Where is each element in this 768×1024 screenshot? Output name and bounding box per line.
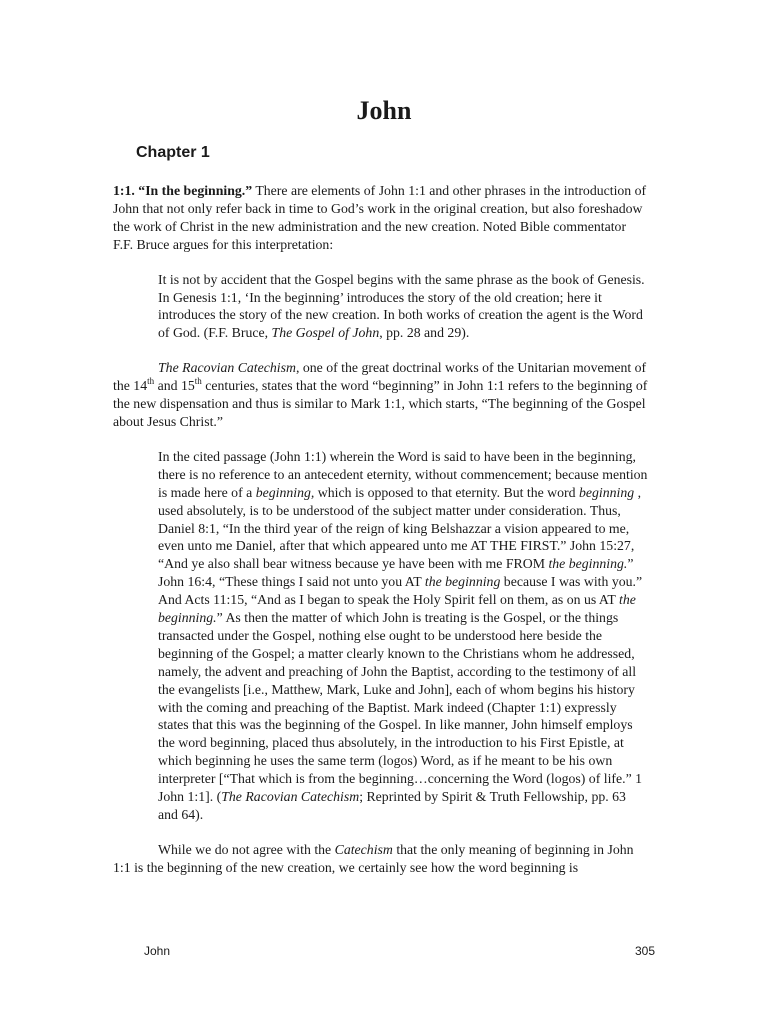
quote-book-title: The Gospel of John [271, 325, 380, 341]
italic-run: the beginning [424, 574, 501, 590]
text-run: because I was with you.” And Acts 11:15, “And as I began to speak the Holy Spirit fell on them, as on us AT [158, 574, 643, 608]
body-text [113, 182, 648, 877]
italic-run: Catechism [334, 841, 393, 857]
text-run: which is opposed to that eternity. But the word [314, 484, 579, 500]
footer-book-name: John [144, 944, 171, 958]
text-run: While we do not agree with the [158, 841, 335, 857]
paragraph-intro-text: There are elements of John 1:1 and other phrases in the introduction of John that not only refer back in time to God’s work in the original creation, but also foreshadow the work of Christ in the new administration and the new creation. Noted Bible commentator F.F. Bruce argues for this interpretation: [113, 183, 647, 252]
chapter-heading: Chapter 1 [136, 144, 210, 161]
paragraph-racovian [113, 359, 648, 431]
quote-text: It is not by accident that the Gospel begins with the same phrase as the book of Genesis. In Genesis 1:1, ‘In the beginning’ introduces the story of the old creation; here it introduces the story of the new creation. In both works of creation the agent is the Word of God. (F.F. Bruce, [158, 271, 645, 341]
text-run: , one of the great doctrinal works of the Unitarian movement of the 14 [113, 360, 647, 394]
text-run: , used absolutely, is to be understood of the subject matter under consideration. Thus, Daniel 8:1, “In the third year of the reign of king Belshazzar a vision appeared to me, even unto me Daniel, after that which appeared unto me AT THE FIRST.” John 15:27, “And ye also shall bear witness because ye have been with me FROM [158, 484, 642, 572]
page-footer [0, 944, 768, 962]
page-title: John [356, 96, 412, 125]
text-run: and 15 [154, 378, 195, 394]
page-number: 305 [634, 944, 655, 958]
italic-run: The Racovian Catechism [221, 789, 360, 805]
text-run: ; Reprinted by Spirit & Truth Fellowship, pp. 63 and 64). [158, 789, 626, 822]
book-title: The Racovian Catechism [158, 360, 296, 376]
italic-run: beginning, [255, 484, 315, 500]
superscript: th [147, 376, 155, 387]
italic-run: beginning [578, 484, 635, 500]
text-run: In the cited passage (John 1:1) wherein the Word is said to have been in the beginning, there is no reference to an antecedent eternity, without commencement; because mention is made here of a [158, 448, 648, 500]
text-run: ” John 16:4, “These things I said not unto you AT [158, 556, 634, 590]
text-run: that the only meaning of beginning in John 1:1 is the beginning of the new creation, we certainly see how the word beginning is [113, 841, 634, 875]
paragraph-conclusion [113, 841, 648, 877]
italic-run: the beginning. [158, 592, 636, 626]
block-quote-bruce [158, 271, 648, 343]
verse-lead: 1:1. “In the beginning.” [113, 183, 253, 198]
text-run: ” As then the matter of which John is treating is the Gospel, or the things transacted under the Gospel, nothing else ought to be understood here beside the beginning of the Gospel; a matter clearly known to the Christians whom he addressed, namely, the advent and preaching of John the Baptist, according to the testimony of all the evangelists [i.e., Matthew, Mark, Luke and John], each of whom begins his history with the coming and preaching of the Baptist. Mark indeed (Chapter 1:1) expressly states that this was the beginning of the Gospel. In like manner, John himself employs the word beginning, placed thus absolutely, in the introduction to his First Epistle, at which beginning he uses the same term (logos) Word, as if he meant to be his own interpreter [“That which is from the beginning…concerning the Word (logos) of life.” 1 John 1:1]. ( [158, 610, 643, 805]
text-run: centuries, states that the word “beginning” in John 1:1 refers to the beginning of the new dispensation and thus is similar to Mark 1:1, which starts, “The beginning of the Gospel about Jesus Christ.” [113, 378, 648, 429]
paragraph-intro [113, 182, 648, 254]
superscript: th [194, 376, 202, 387]
block-quote-catechism [158, 448, 648, 824]
italic-run: the beginning. [548, 556, 628, 572]
quote-citation: , pp. 28 and 29). [379, 325, 470, 341]
